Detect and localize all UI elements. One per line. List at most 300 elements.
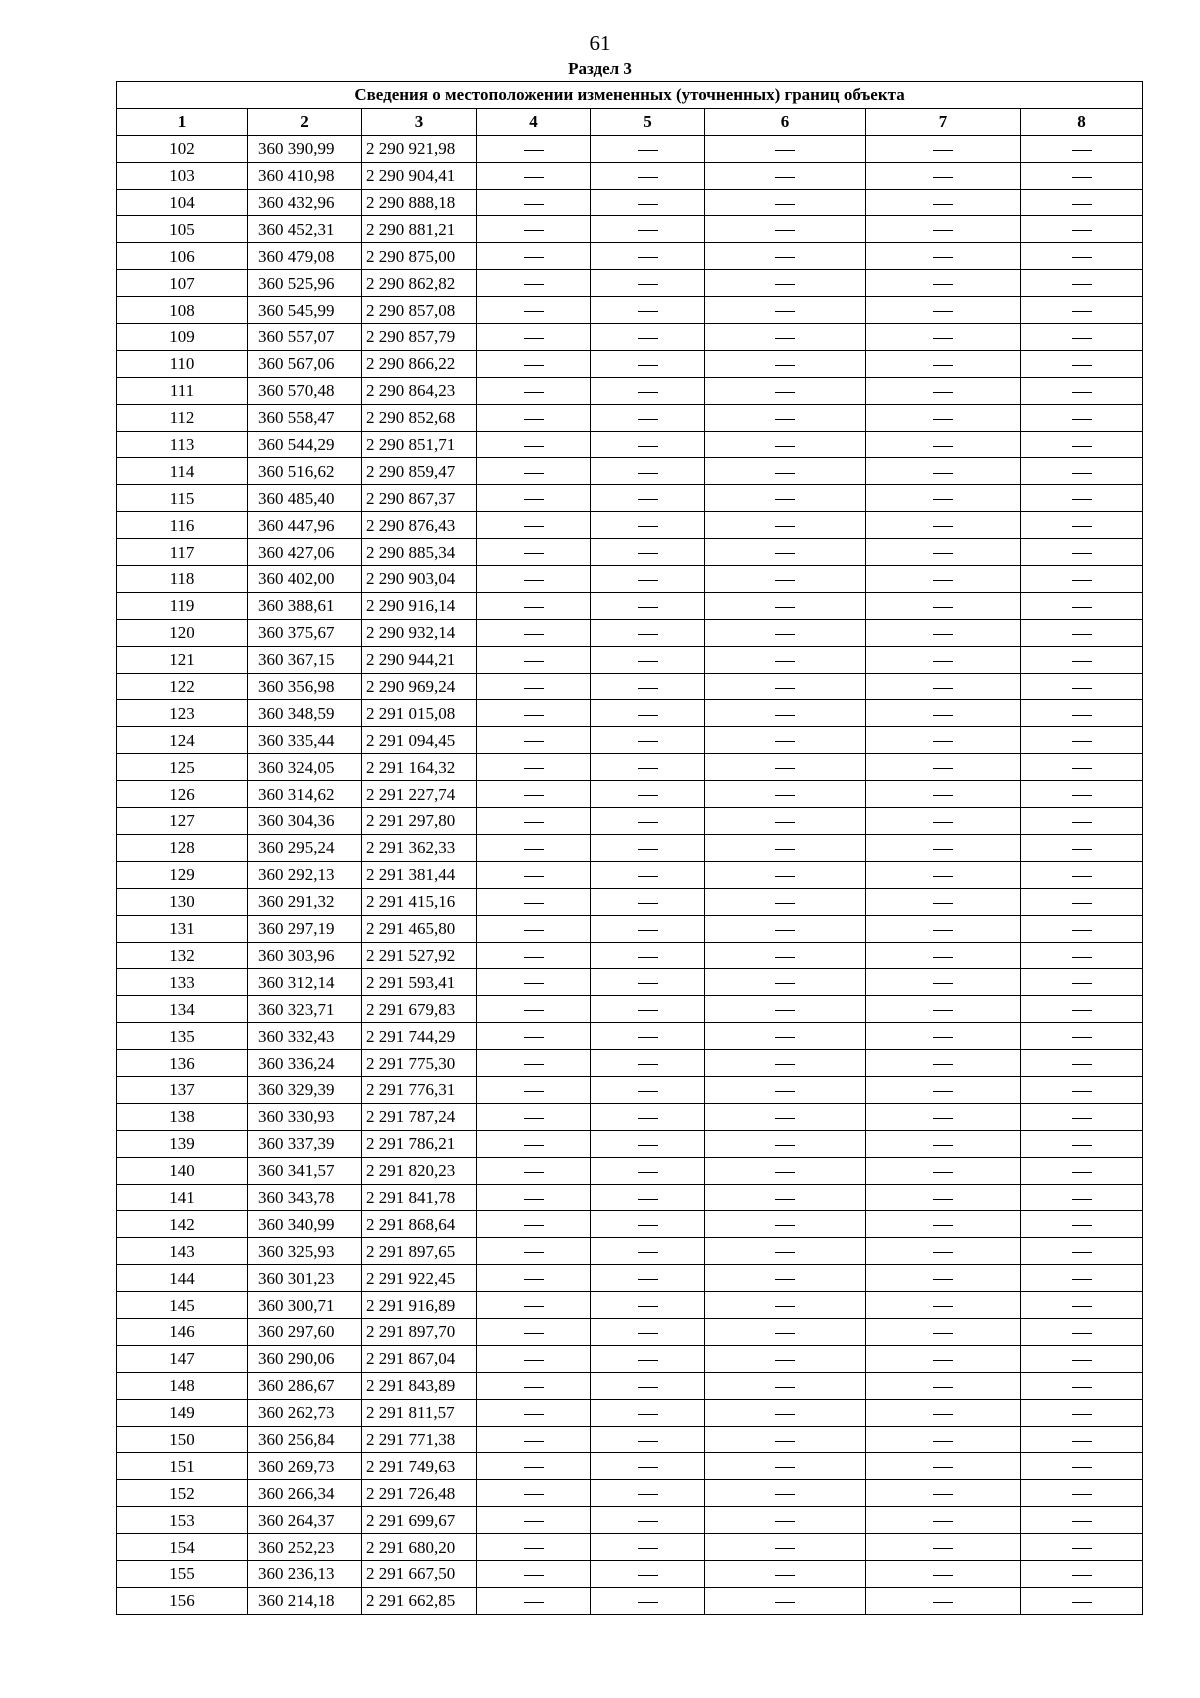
y-coordinate-cell: 2 291 775,30: [362, 1050, 477, 1077]
x-coordinate-cell: 360 410,98: [248, 162, 362, 189]
empty-cell: [866, 1426, 1021, 1453]
dash-mark: [638, 1091, 658, 1092]
point-number-cell: 113: [117, 431, 248, 458]
x-coordinate-cell: 360 262,73: [248, 1399, 362, 1426]
empty-cell: [705, 297, 866, 324]
empty-cell: [1021, 1103, 1143, 1130]
dash-mark: [1072, 688, 1092, 689]
empty-cell: [866, 1023, 1021, 1050]
y-coordinate-cell: 2 291 897,65: [362, 1238, 477, 1265]
empty-cell: [705, 1265, 866, 1292]
empty-cell: [1021, 861, 1143, 888]
x-coordinate-cell: 360 427,06: [248, 539, 362, 566]
dash-mark: [638, 1602, 658, 1603]
y-coordinate-cell: 2 290 867,37: [362, 485, 477, 512]
empty-cell: [705, 162, 866, 189]
dash-mark: [933, 903, 953, 904]
empty-cell: [866, 297, 1021, 324]
table-row: [117, 1023, 1143, 1050]
empty-cell: [1021, 431, 1143, 458]
point-number-cell: 139: [117, 1130, 248, 1157]
empty-cell: [705, 216, 866, 243]
empty-cell: [705, 350, 866, 377]
dash-mark: [1072, 365, 1092, 366]
empty-cell: [866, 619, 1021, 646]
table-row: [117, 1480, 1143, 1507]
y-coordinate-cell: 2 291 465,80: [362, 915, 477, 942]
empty-cell: [866, 1103, 1021, 1130]
empty-cell: [1021, 1130, 1143, 1157]
y-coordinate-cell: 2 291 811,57: [362, 1399, 477, 1426]
x-coordinate-cell: 360 343,78: [248, 1184, 362, 1211]
x-coordinate-cell: 360 264,37: [248, 1507, 362, 1534]
dash-mark: [524, 1387, 544, 1388]
table-row: [117, 1507, 1143, 1534]
dash-mark: [775, 365, 795, 366]
empty-cell: [1021, 1023, 1143, 1050]
empty-cell: [705, 592, 866, 619]
dash-mark: [775, 473, 795, 474]
empty-cell: [477, 1345, 591, 1372]
y-coordinate-cell: 2 291 679,83: [362, 996, 477, 1023]
empty-cell: [591, 1453, 705, 1480]
empty-cell: [866, 700, 1021, 727]
x-coordinate-cell: 360 314,62: [248, 781, 362, 808]
empty-cell: [705, 727, 866, 754]
y-coordinate-cell: 2 290 944,21: [362, 646, 477, 673]
empty-cell: [1021, 1587, 1143, 1614]
table-row: [117, 727, 1143, 754]
dash-mark: [524, 257, 544, 258]
empty-cell: [705, 996, 866, 1023]
dash-mark: [933, 715, 953, 716]
point-number-cell: 128: [117, 834, 248, 861]
dash-mark: [1072, 392, 1092, 393]
dash-mark: [775, 1521, 795, 1522]
dash-mark: [775, 1548, 795, 1549]
empty-cell: [866, 996, 1021, 1023]
x-coordinate-cell: 360 312,14: [248, 969, 362, 996]
x-coordinate-cell: 360 297,19: [248, 915, 362, 942]
empty-cell: [477, 458, 591, 485]
empty-cell: [1021, 324, 1143, 351]
dash-mark: [638, 1575, 658, 1576]
dash-mark: [775, 257, 795, 258]
dash-mark: [775, 1279, 795, 1280]
dash-mark: [638, 1037, 658, 1038]
dash-mark: [638, 957, 658, 958]
dash-mark: [1072, 876, 1092, 877]
empty-cell: [477, 888, 591, 915]
empty-cell: [477, 996, 591, 1023]
empty-cell: [477, 1157, 591, 1184]
empty-cell: [591, 619, 705, 646]
dash-mark: [775, 795, 795, 796]
point-number-cell: 106: [117, 243, 248, 270]
dash-mark: [638, 1279, 658, 1280]
dash-mark: [524, 1145, 544, 1146]
dash-mark: [638, 311, 658, 312]
empty-cell: [1021, 216, 1143, 243]
empty-cell: [477, 1399, 591, 1426]
empty-cell: [866, 1453, 1021, 1480]
y-coordinate-cell: 2 291 776,31: [362, 1076, 477, 1103]
point-number-cell: 102: [117, 135, 248, 162]
empty-cell: [705, 1399, 866, 1426]
point-number-cell: 123: [117, 700, 248, 727]
empty-cell: [477, 1238, 591, 1265]
y-coordinate-cell: 2 291 680,20: [362, 1534, 477, 1561]
dash-mark: [638, 1064, 658, 1065]
dash-mark: [524, 1494, 544, 1495]
dash-mark: [933, 607, 953, 608]
dash-mark: [933, 1494, 953, 1495]
table-row: [117, 189, 1143, 216]
y-coordinate-cell: 2 291 726,48: [362, 1480, 477, 1507]
dash-mark: [1072, 1172, 1092, 1173]
empty-cell: [866, 243, 1021, 270]
dash-mark: [638, 1225, 658, 1226]
x-coordinate-cell: 360 479,08: [248, 243, 362, 270]
empty-cell: [477, 1372, 591, 1399]
dash-mark: [638, 768, 658, 769]
point-number-cell: 104: [117, 189, 248, 216]
empty-cell: [591, 1023, 705, 1050]
x-coordinate-cell: 360 557,07: [248, 324, 362, 351]
empty-cell: [1021, 458, 1143, 485]
dash-mark: [775, 1387, 795, 1388]
point-number-cell: 130: [117, 888, 248, 915]
y-coordinate-cell: 2 291 841,78: [362, 1184, 477, 1211]
x-coordinate-cell: 360 356,98: [248, 673, 362, 700]
table-row: [117, 942, 1143, 969]
empty-cell: [1021, 1534, 1143, 1561]
empty-cell: [477, 942, 591, 969]
empty-cell: [866, 1292, 1021, 1319]
empty-cell: [1021, 512, 1143, 539]
y-coordinate-cell: 2 291 916,89: [362, 1292, 477, 1319]
dash-mark: [775, 446, 795, 447]
x-coordinate-cell: 360 303,96: [248, 942, 362, 969]
dash-mark: [775, 607, 795, 608]
x-coordinate-cell: 360 525,96: [248, 270, 362, 297]
dash-mark: [638, 177, 658, 178]
empty-cell: [591, 189, 705, 216]
dash-mark: [933, 768, 953, 769]
empty-cell: [1021, 592, 1143, 619]
x-coordinate-cell: 360 388,61: [248, 592, 362, 619]
x-coordinate-cell: 360 323,71: [248, 996, 362, 1023]
table-row: [117, 781, 1143, 808]
dash-mark: [775, 204, 795, 205]
point-number-cell: 118: [117, 566, 248, 593]
point-number-cell: 111: [117, 377, 248, 404]
y-coordinate-cell: 2 290 857,08: [362, 297, 477, 324]
table-row: [117, 592, 1143, 619]
dash-mark: [933, 1064, 953, 1065]
dash-mark: [933, 1441, 953, 1442]
empty-cell: [477, 700, 591, 727]
dash-mark: [775, 1145, 795, 1146]
dash-mark: [933, 177, 953, 178]
dash-mark: [933, 257, 953, 258]
empty-cell: [705, 324, 866, 351]
table-row: [117, 861, 1143, 888]
table-row: [117, 1265, 1143, 1292]
dash-mark: [524, 1279, 544, 1280]
dash-mark: [524, 526, 544, 527]
table-row: [117, 512, 1143, 539]
empty-cell: [1021, 942, 1143, 969]
point-number-cell: 107: [117, 270, 248, 297]
dash-mark: [775, 930, 795, 931]
empty-cell: [866, 942, 1021, 969]
empty-cell: [866, 727, 1021, 754]
x-coordinate-cell: 360 252,23: [248, 1534, 362, 1561]
empty-cell: [705, 270, 866, 297]
dash-mark: [524, 1091, 544, 1092]
empty-cell: [1021, 915, 1143, 942]
dash-mark: [524, 338, 544, 339]
empty-cell: [705, 834, 866, 861]
dash-mark: [775, 957, 795, 958]
dash-mark: [775, 1252, 795, 1253]
empty-cell: [866, 1480, 1021, 1507]
coordinates-table: [116, 81, 1143, 1615]
table-row: [117, 297, 1143, 324]
empty-cell: [705, 619, 866, 646]
dash-mark: [638, 930, 658, 931]
y-coordinate-cell: 2 290 875,00: [362, 243, 477, 270]
dash-mark: [933, 230, 953, 231]
empty-cell: [705, 1534, 866, 1561]
dash-mark: [524, 795, 544, 796]
point-number-cell: 105: [117, 216, 248, 243]
table-body: [117, 135, 1143, 1614]
empty-cell: [1021, 1265, 1143, 1292]
empty-cell: [591, 243, 705, 270]
dash-mark: [1072, 1091, 1092, 1092]
empty-cell: [1021, 1157, 1143, 1184]
empty-cell: [477, 834, 591, 861]
section-label: Раздел 3: [568, 59, 632, 78]
y-coordinate-cell: 2 291 771,38: [362, 1426, 477, 1453]
empty-cell: [591, 781, 705, 808]
dash-mark: [638, 1199, 658, 1200]
empty-cell: [866, 431, 1021, 458]
dash-mark: [933, 688, 953, 689]
empty-cell: [866, 404, 1021, 431]
dash-mark: [775, 1306, 795, 1307]
empty-cell: [866, 350, 1021, 377]
dash-mark: [524, 1064, 544, 1065]
empty-cell: [591, 1399, 705, 1426]
y-coordinate-cell: 2 290 885,34: [362, 539, 477, 566]
dash-mark: [1072, 1333, 1092, 1334]
x-coordinate-cell: 360 432,96: [248, 189, 362, 216]
dash-mark: [775, 1575, 795, 1576]
empty-cell: [1021, 1426, 1143, 1453]
dash-mark: [775, 230, 795, 231]
dash-mark: [775, 311, 795, 312]
empty-cell: [477, 1265, 591, 1292]
empty-cell: [1021, 754, 1143, 781]
dash-mark: [524, 284, 544, 285]
dash-mark: [1072, 1548, 1092, 1549]
dash-mark: [775, 1602, 795, 1603]
dash-mark: [775, 876, 795, 877]
empty-cell: [705, 377, 866, 404]
x-coordinate-cell: 360 335,44: [248, 727, 362, 754]
point-number-cell: 135: [117, 1023, 248, 1050]
empty-cell: [866, 781, 1021, 808]
empty-cell: [866, 1399, 1021, 1426]
empty-cell: [866, 1050, 1021, 1077]
dash-mark: [1072, 1306, 1092, 1307]
dash-mark: [638, 903, 658, 904]
y-coordinate-cell: 2 290 888,18: [362, 189, 477, 216]
empty-cell: [705, 243, 866, 270]
point-number-cell: 146: [117, 1318, 248, 1345]
column-header: 7: [866, 108, 1021, 135]
empty-cell: [591, 1265, 705, 1292]
point-number-cell: 140: [117, 1157, 248, 1184]
empty-cell: [705, 1560, 866, 1587]
y-coordinate-cell: 2 290 862,82: [362, 270, 477, 297]
dash-mark: [775, 849, 795, 850]
dash-mark: [933, 1118, 953, 1119]
empty-cell: [1021, 1211, 1143, 1238]
empty-cell: [477, 1534, 591, 1561]
dash-mark: [933, 580, 953, 581]
dash-mark: [775, 1172, 795, 1173]
dash-mark: [524, 419, 544, 420]
point-number-cell: 119: [117, 592, 248, 619]
empty-cell: [705, 1372, 866, 1399]
x-coordinate-cell: 360 332,43: [248, 1023, 362, 1050]
x-coordinate-cell: 360 544,29: [248, 431, 362, 458]
dash-mark: [933, 284, 953, 285]
point-number-cell: 144: [117, 1265, 248, 1292]
dash-mark: [638, 983, 658, 984]
empty-cell: [591, 135, 705, 162]
empty-cell: [1021, 243, 1143, 270]
empty-cell: [591, 834, 705, 861]
dash-mark: [775, 177, 795, 178]
dash-mark: [524, 150, 544, 151]
empty-cell: [591, 727, 705, 754]
dash-mark: [638, 338, 658, 339]
dash-mark: [933, 1172, 953, 1173]
empty-cell: [591, 996, 705, 1023]
empty-cell: [1021, 1507, 1143, 1534]
empty-cell: [591, 566, 705, 593]
empty-cell: [705, 1587, 866, 1614]
dash-mark: [1072, 634, 1092, 635]
table-row: [117, 485, 1143, 512]
empty-cell: [477, 189, 591, 216]
empty-cell: [866, 216, 1021, 243]
dash-mark: [524, 1010, 544, 1011]
empty-cell: [477, 243, 591, 270]
dash-mark: [1072, 957, 1092, 958]
x-coordinate-cell: 360 341,57: [248, 1157, 362, 1184]
empty-cell: [866, 270, 1021, 297]
point-number-cell: 121: [117, 646, 248, 673]
dash-mark: [1072, 1145, 1092, 1146]
dash-mark: [1072, 1467, 1092, 1468]
dash-mark: [775, 661, 795, 662]
empty-cell: [705, 1076, 866, 1103]
dash-mark: [775, 284, 795, 285]
empty-cell: [866, 1130, 1021, 1157]
x-coordinate-cell: 360 337,39: [248, 1130, 362, 1157]
dash-mark: [933, 1037, 953, 1038]
point-number-cell: 141: [117, 1184, 248, 1211]
dash-mark: [524, 1441, 544, 1442]
dash-mark: [775, 526, 795, 527]
dash-mark: [524, 661, 544, 662]
x-coordinate-cell: 360 336,24: [248, 1050, 362, 1077]
dash-mark: [1072, 446, 1092, 447]
dash-mark: [775, 1414, 795, 1415]
dash-mark: [775, 338, 795, 339]
dash-mark: [1072, 1010, 1092, 1011]
y-coordinate-cell: 2 291 667,50: [362, 1560, 477, 1587]
dash-mark: [638, 553, 658, 554]
empty-cell: [591, 700, 705, 727]
dash-mark: [638, 607, 658, 608]
dash-mark: [775, 1199, 795, 1200]
dash-mark: [775, 1333, 795, 1334]
empty-cell: [866, 888, 1021, 915]
x-coordinate-cell: 360 324,05: [248, 754, 362, 781]
x-coordinate-cell: 360 390,99: [248, 135, 362, 162]
empty-cell: [1021, 485, 1143, 512]
dash-mark: [524, 1333, 544, 1334]
point-number-cell: 156: [117, 1587, 248, 1614]
table-row: [117, 1560, 1143, 1587]
y-coordinate-cell: 2 290 851,71: [362, 431, 477, 458]
y-coordinate-cell: 2 290 864,23: [362, 377, 477, 404]
table-row: [117, 458, 1143, 485]
dash-mark: [524, 1252, 544, 1253]
empty-cell: [1021, 727, 1143, 754]
table-row: [117, 834, 1143, 861]
empty-cell: [705, 539, 866, 566]
dash-mark: [1072, 526, 1092, 527]
dash-mark: [1072, 1387, 1092, 1388]
dash-mark: [1072, 1199, 1092, 1200]
x-coordinate-cell: 360 286,67: [248, 1372, 362, 1399]
empty-cell: [866, 592, 1021, 619]
empty-cell: [1021, 619, 1143, 646]
point-number-cell: 114: [117, 458, 248, 485]
point-number-cell: 122: [117, 673, 248, 700]
empty-cell: [1021, 1292, 1143, 1319]
dash-mark: [638, 1387, 658, 1388]
point-number-cell: 142: [117, 1211, 248, 1238]
dash-mark: [1072, 338, 1092, 339]
empty-cell: [1021, 135, 1143, 162]
dash-mark: [933, 1306, 953, 1307]
dash-mark: [775, 688, 795, 689]
empty-cell: [866, 458, 1021, 485]
table-row: [117, 1372, 1143, 1399]
table-row: [117, 700, 1143, 727]
empty-cell: [705, 1184, 866, 1211]
y-coordinate-cell: 2 291 015,08: [362, 700, 477, 727]
